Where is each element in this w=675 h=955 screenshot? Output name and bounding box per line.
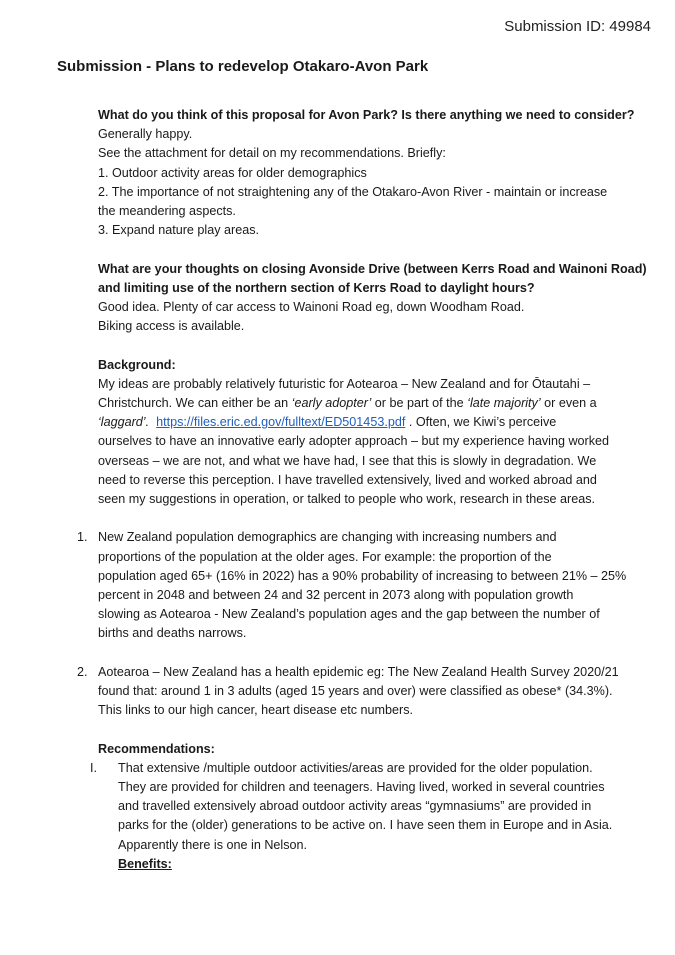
background-line: My ideas are probably relatively futuristic for Aotearoa – New Zealand and for Ōtautahi –: [98, 376, 591, 391]
point-line: This links to our high cancer, heart disease etc numbers.: [98, 703, 414, 718]
answer-line: Good idea. Plenty of car access to Wainoni Road eg, down Woodham Road.: [98, 300, 525, 315]
text-run: or be part of the: [371, 396, 468, 411]
recommendation-line: They are provided for children and teenagers. Having lived, worked in several countries: [118, 780, 605, 795]
roman-numeral: I.: [90, 760, 97, 775]
point-number: 1.: [77, 530, 88, 545]
point-line: New Zealand population demographics are changing with increasing numbers and: [98, 530, 557, 545]
background-line: [98, 413, 628, 432]
point-line: births and deaths narrows.: [98, 626, 247, 641]
background-line: [98, 394, 628, 413]
background-line: seen my suggestions in operation, or talked to people who work, research in these areas.: [98, 492, 596, 507]
recommendation-line: parks for the (older) generations to be active on. I have seen them in Europe and in Asia.: [118, 818, 613, 833]
eric-link[interactable]: https://files.eric.ed.gov/fulltext/ED501453.pdf: [156, 415, 406, 430]
numbered-point-1: [77, 528, 628, 643]
numbered-point-2: [77, 663, 628, 721]
recommendations-heading: Recommendations:: [98, 741, 215, 756]
text-run: Christchurch. We can either be an: [98, 396, 292, 411]
point-line: slowing as Aotearoa - New Zealand’s population ages and the gap between the number of: [98, 607, 600, 622]
text-run-italic: ‘early adopter’: [291, 396, 372, 411]
question-2-line-2: and limiting use of the northern section of Kerrs Road to daylight hours?: [98, 280, 535, 295]
background-line: overseas – we are not, and what we have had, I see that this is slowly in degradation. We: [98, 453, 597, 468]
point-line: population aged 65+ (16% in 2022) has a 90% probability of increasing to between 21% – 25%: [98, 568, 627, 583]
background-line: ourselves to have an innovative early adopter approach – but my experience having worked: [98, 434, 610, 449]
answer-line: 1. Outdoor activity areas for older demographics: [98, 165, 367, 180]
point-number: 2.: [77, 664, 88, 679]
answer-line: 2. The importance of not straightening any of the Otakaro-Avon River - maintain or increase: [98, 184, 608, 199]
answer-line: 3. Expand nature play areas.: [98, 223, 260, 238]
document-title: Submission - Plans to redevelop Otakaro-Avon Park: [57, 58, 429, 75]
answer-line: Generally happy.: [98, 127, 193, 142]
question-2-line-1: What are your thoughts on closing Avonside Drive (between Kerrs Road and Wainoni Road): [98, 261, 647, 276]
text-run-italic: ‘laggard’.: [98, 415, 150, 430]
recommendation-line: That extensive /multiple outdoor activities/areas are provided for the older population.: [118, 760, 593, 775]
recommendation-line: and travelled extensively abroad outdoor activity areas “gymnasiums” are provided in: [118, 799, 592, 814]
answer-line: See the attachment for detail on my recommendations. Briefly:: [98, 146, 446, 161]
answer-line: Biking access is available.: [98, 319, 245, 334]
document-body: [77, 106, 647, 874]
recommendation-line: Apparently there is one in Nelson.: [118, 837, 308, 852]
text-run: . Often, we Kiwi’s perceive: [405, 415, 557, 430]
point-line: proportions of the population at the older ages. For example: the proportion of the: [98, 549, 552, 564]
text-run: or even a: [540, 396, 597, 411]
benefits-heading: Benefits:: [118, 856, 172, 871]
point-line: found that: around 1 in 3 adults (aged 15 years and over) were classified as obese* (34.3%).: [98, 684, 613, 699]
point-line: Aotearoa – New Zealand has a health epidemic eg: The New Zealand Health Survey 2020/21: [98, 664, 619, 679]
point-line: percent in 2048 and between 24 and 32 percent in 2073 along with population growth: [98, 588, 574, 603]
answer-line: the meandering aspects.: [98, 204, 236, 219]
background-heading: Background:: [98, 357, 176, 372]
background-line: need to reverse this perception. I have travelled extensively, lived and worked abroad and: [98, 472, 597, 487]
recommendation-item-1: [90, 759, 628, 874]
text-run-italic: ‘late majority’: [467, 396, 541, 411]
question-1: What do you think of this proposal for Avon Park? Is there anything we need to consider?: [98, 108, 635, 122]
submission-id: Submission ID: 49984: [504, 18, 651, 35]
